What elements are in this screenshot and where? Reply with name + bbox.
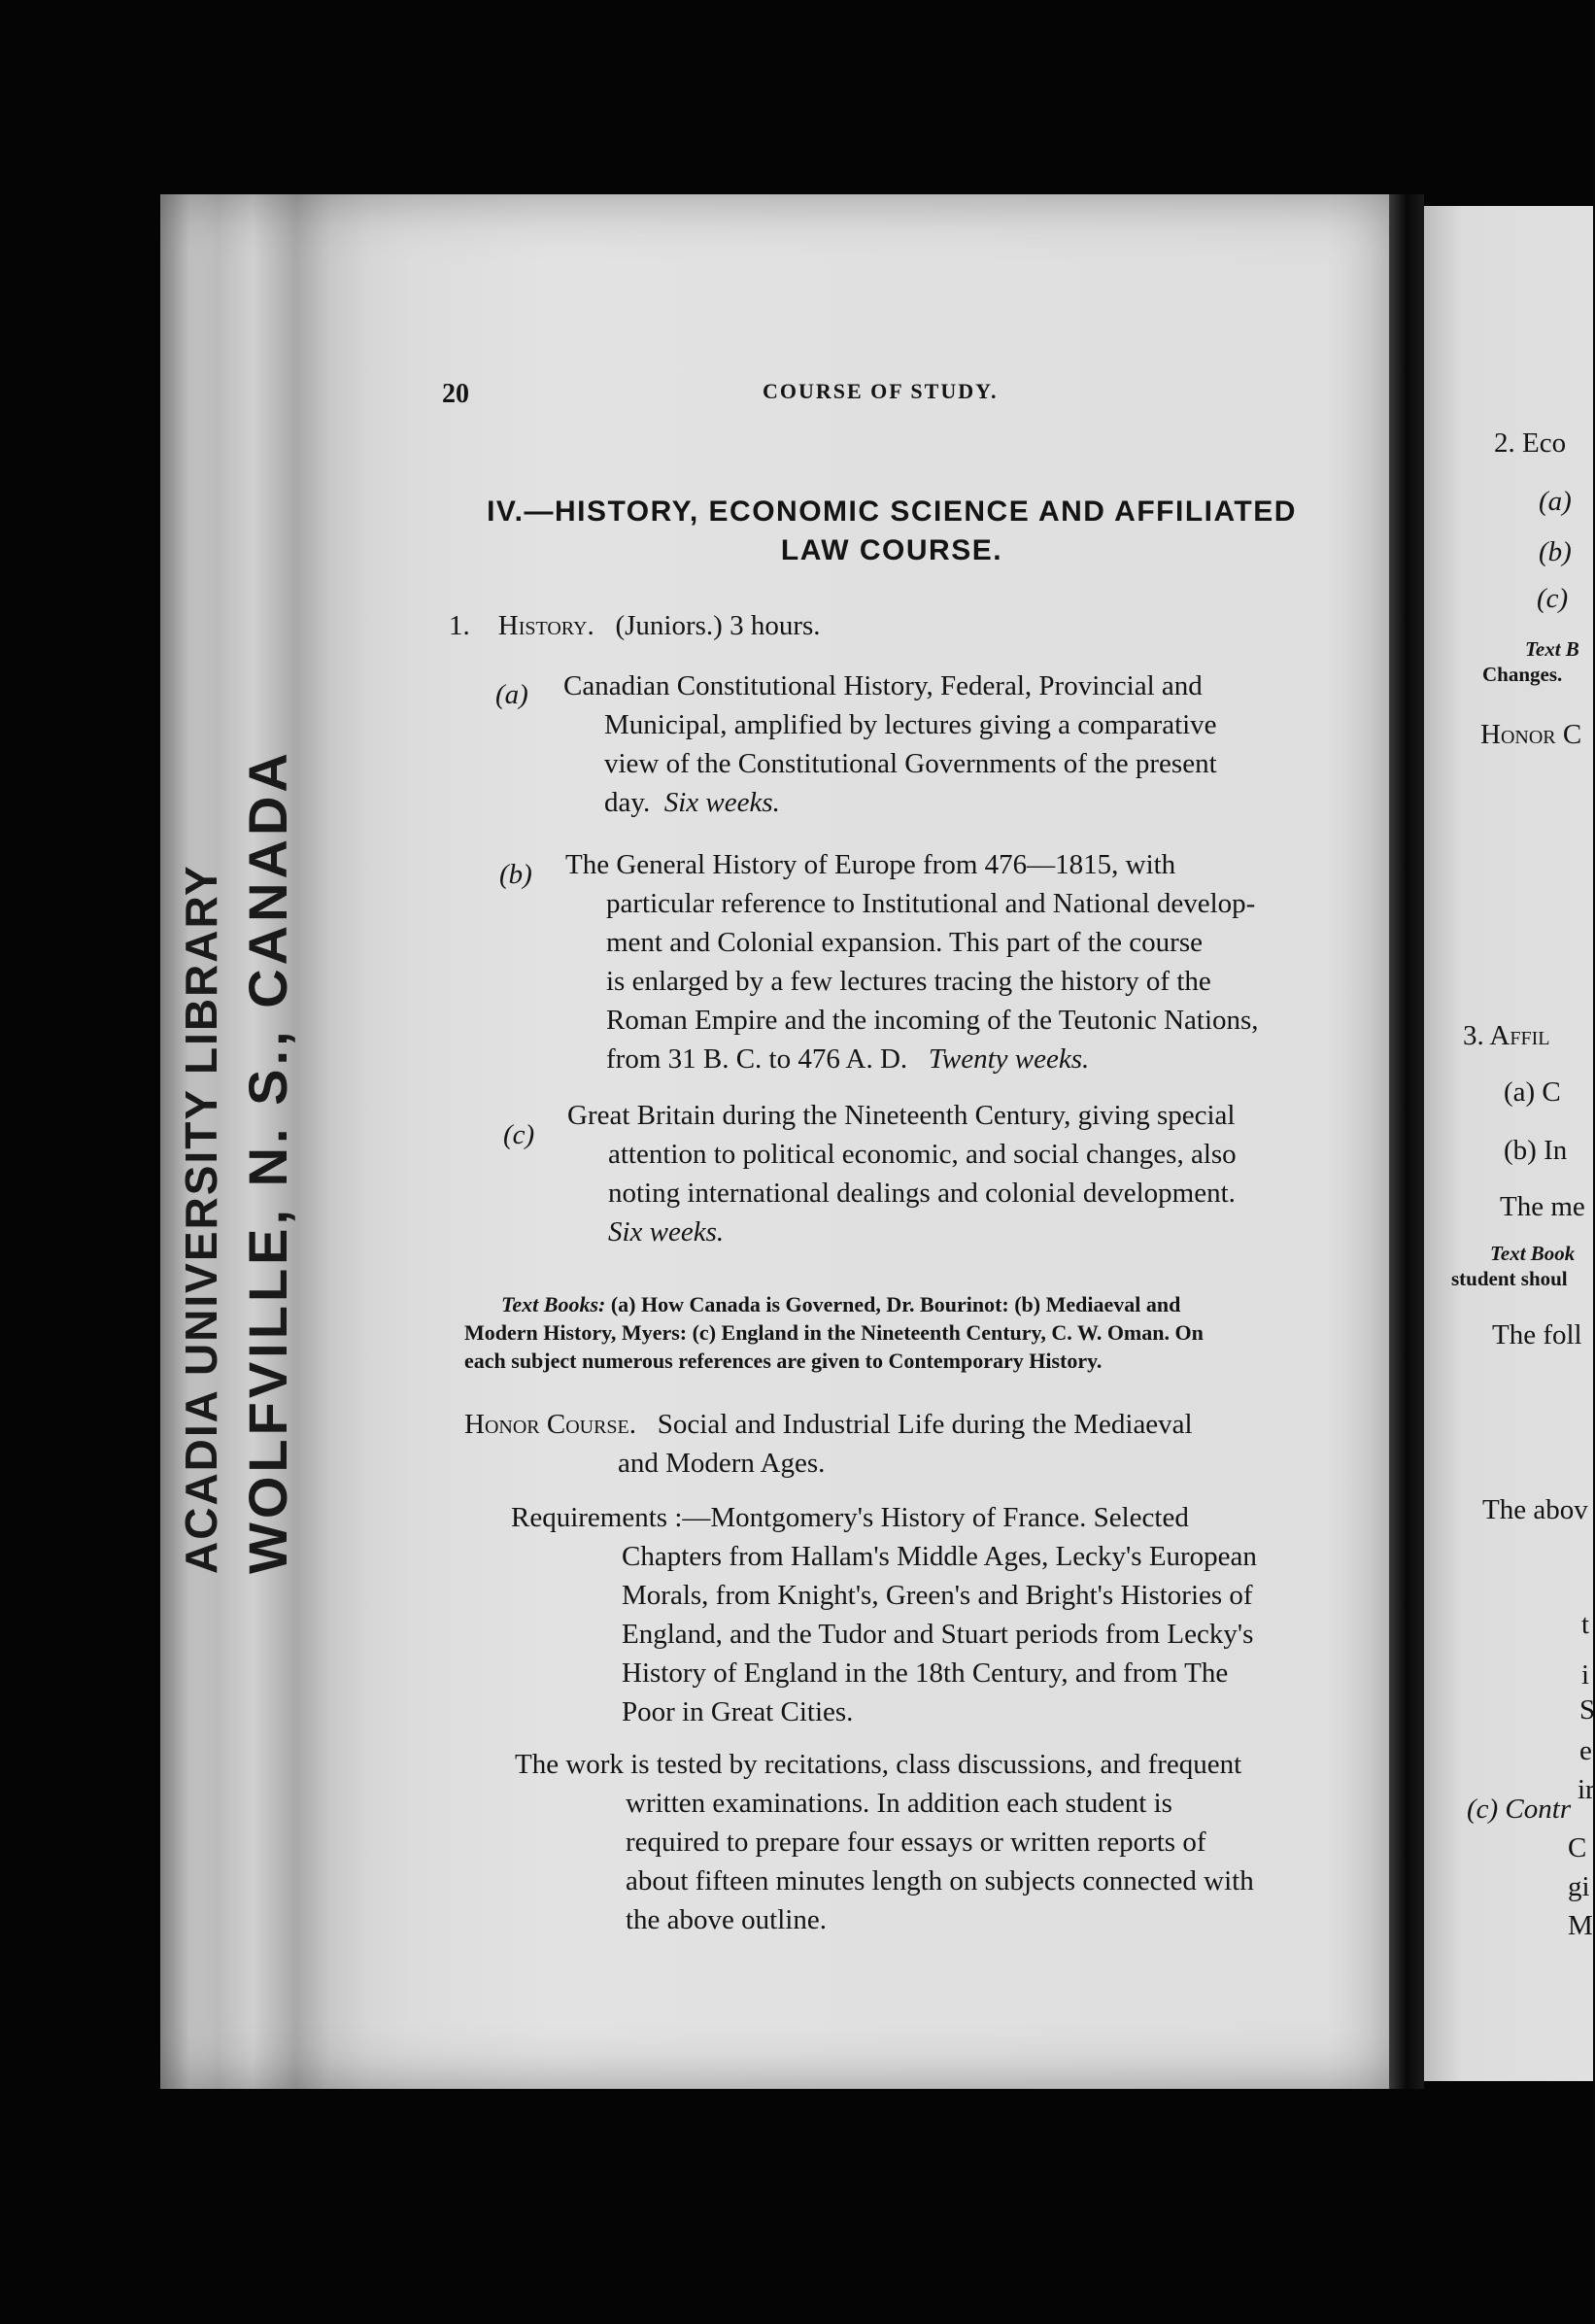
book-gutter [1389,194,1424,2089]
right-frag-the-foll: The foll [1492,1319,1582,1350]
requirements-paragraph: Requirements :—Montgomery's History of France. Selected Chapters from Hallam's Middle Ages, Lecky's European Morals, from Knight's, Green's and Bright's Histories of England, and the Tudor and Stuart periods from Lecky's History of England in the 18th Century, and from The Poor in Great Cities. [511,1502,1257,1727]
right-frag-the-abov: The abov [1482,1494,1588,1525]
right-frag-s: S [1579,1694,1595,1726]
right-frag-textbook: Text Book [1490,1242,1576,1265]
right-frag-changes: Changes. [1482,663,1563,686]
right-frag-b: (b) [1539,536,1572,567]
right-frag-c2: C [1568,1832,1587,1863]
work-paragraph: The work is tested by recitations, class discussions, and frequent written examinations. In addition each student is required to prepare four essays or written reports of about fifteen minutes length on subjects connected with the above outline. [515,1749,1254,1935]
right-frag-textb: Text B [1525,637,1579,661]
right-frag-i: i [1581,1659,1590,1691]
right-frag-3: 3. Affil [1463,1020,1550,1051]
honor-course: Honor Course. Social and Industrial Life during the Mediaeval and Modern Ages. [464,1409,1193,1479]
item-a-label: (a) [495,679,528,710]
right-frag-3a: (a) C [1504,1077,1561,1108]
page-number: 20 [442,379,469,409]
item-1-heading: 1. History. (Juniors.) 3 hours. [449,610,821,641]
library-stamp: ACADIA UNIVERSITY LIBRARY WOLFVILLE, N. S., CANADA [176,749,298,1574]
text-books-note: Text Books: (a) How Canada is Governed, Dr. Bourinot: (b) Mediaeval and Modern History, Myers: (c) England in the Nineteenth Century, C. W. Oman. On each subject numerous references are given to Contemporary History. [464,1292,1204,1373]
right-frag-3c: (c) Contr [1467,1794,1572,1825]
right-frag-c: (c) [1537,583,1569,614]
right-frag-3b: (b) In [1504,1135,1568,1166]
section-title: IV.—HISTORY, ECONOMIC SCIENCE AND AFFILIATED LAW COURSE. [487,496,1297,566]
item-a-text: Canadian Constitutional History, Federal, Provincial and Municipal, amplified by lectures giving a comparative view of the Constitutional Governments of the present day. Six weeks. [563,670,1217,818]
item-b-label: (b) [499,859,532,890]
right-frag-honor: Honor C [1480,719,1582,750]
right-frag-the-me: The me [1500,1191,1585,1222]
right-frag-a: (a) [1539,486,1572,517]
right-frag-m: M [1568,1910,1593,1941]
item-b-text: The General History of Europe from 476—1815, with particular reference to Institutional and National develop- ment and Colonial expansion. This part of the course is enlarged by a few lectures tracing the history of the Roman Empire and the incoming of the Teutonic Nations, from 31 B. C. to 476 A. D. Twenty weeks. [565,849,1259,1075]
right-frag-e: e [1579,1735,1592,1766]
right-frag-student: student shoul [1451,1267,1568,1290]
item-c-text: Great Britain during the Nineteenth Century, giving special attention to political economic, and social changes, also noting international dealings and colonial development. Six weeks. [567,1100,1237,1247]
running-head: COURSE OF STUDY. [763,379,999,403]
right-frag-2: 2. Eco [1494,427,1567,459]
item-c-label: (c) [503,1119,535,1150]
right-frag-t: t [1581,1609,1590,1640]
right-frag-gi: gi [1568,1871,1590,1902]
right-frag-ir: ir [1578,1774,1595,1805]
